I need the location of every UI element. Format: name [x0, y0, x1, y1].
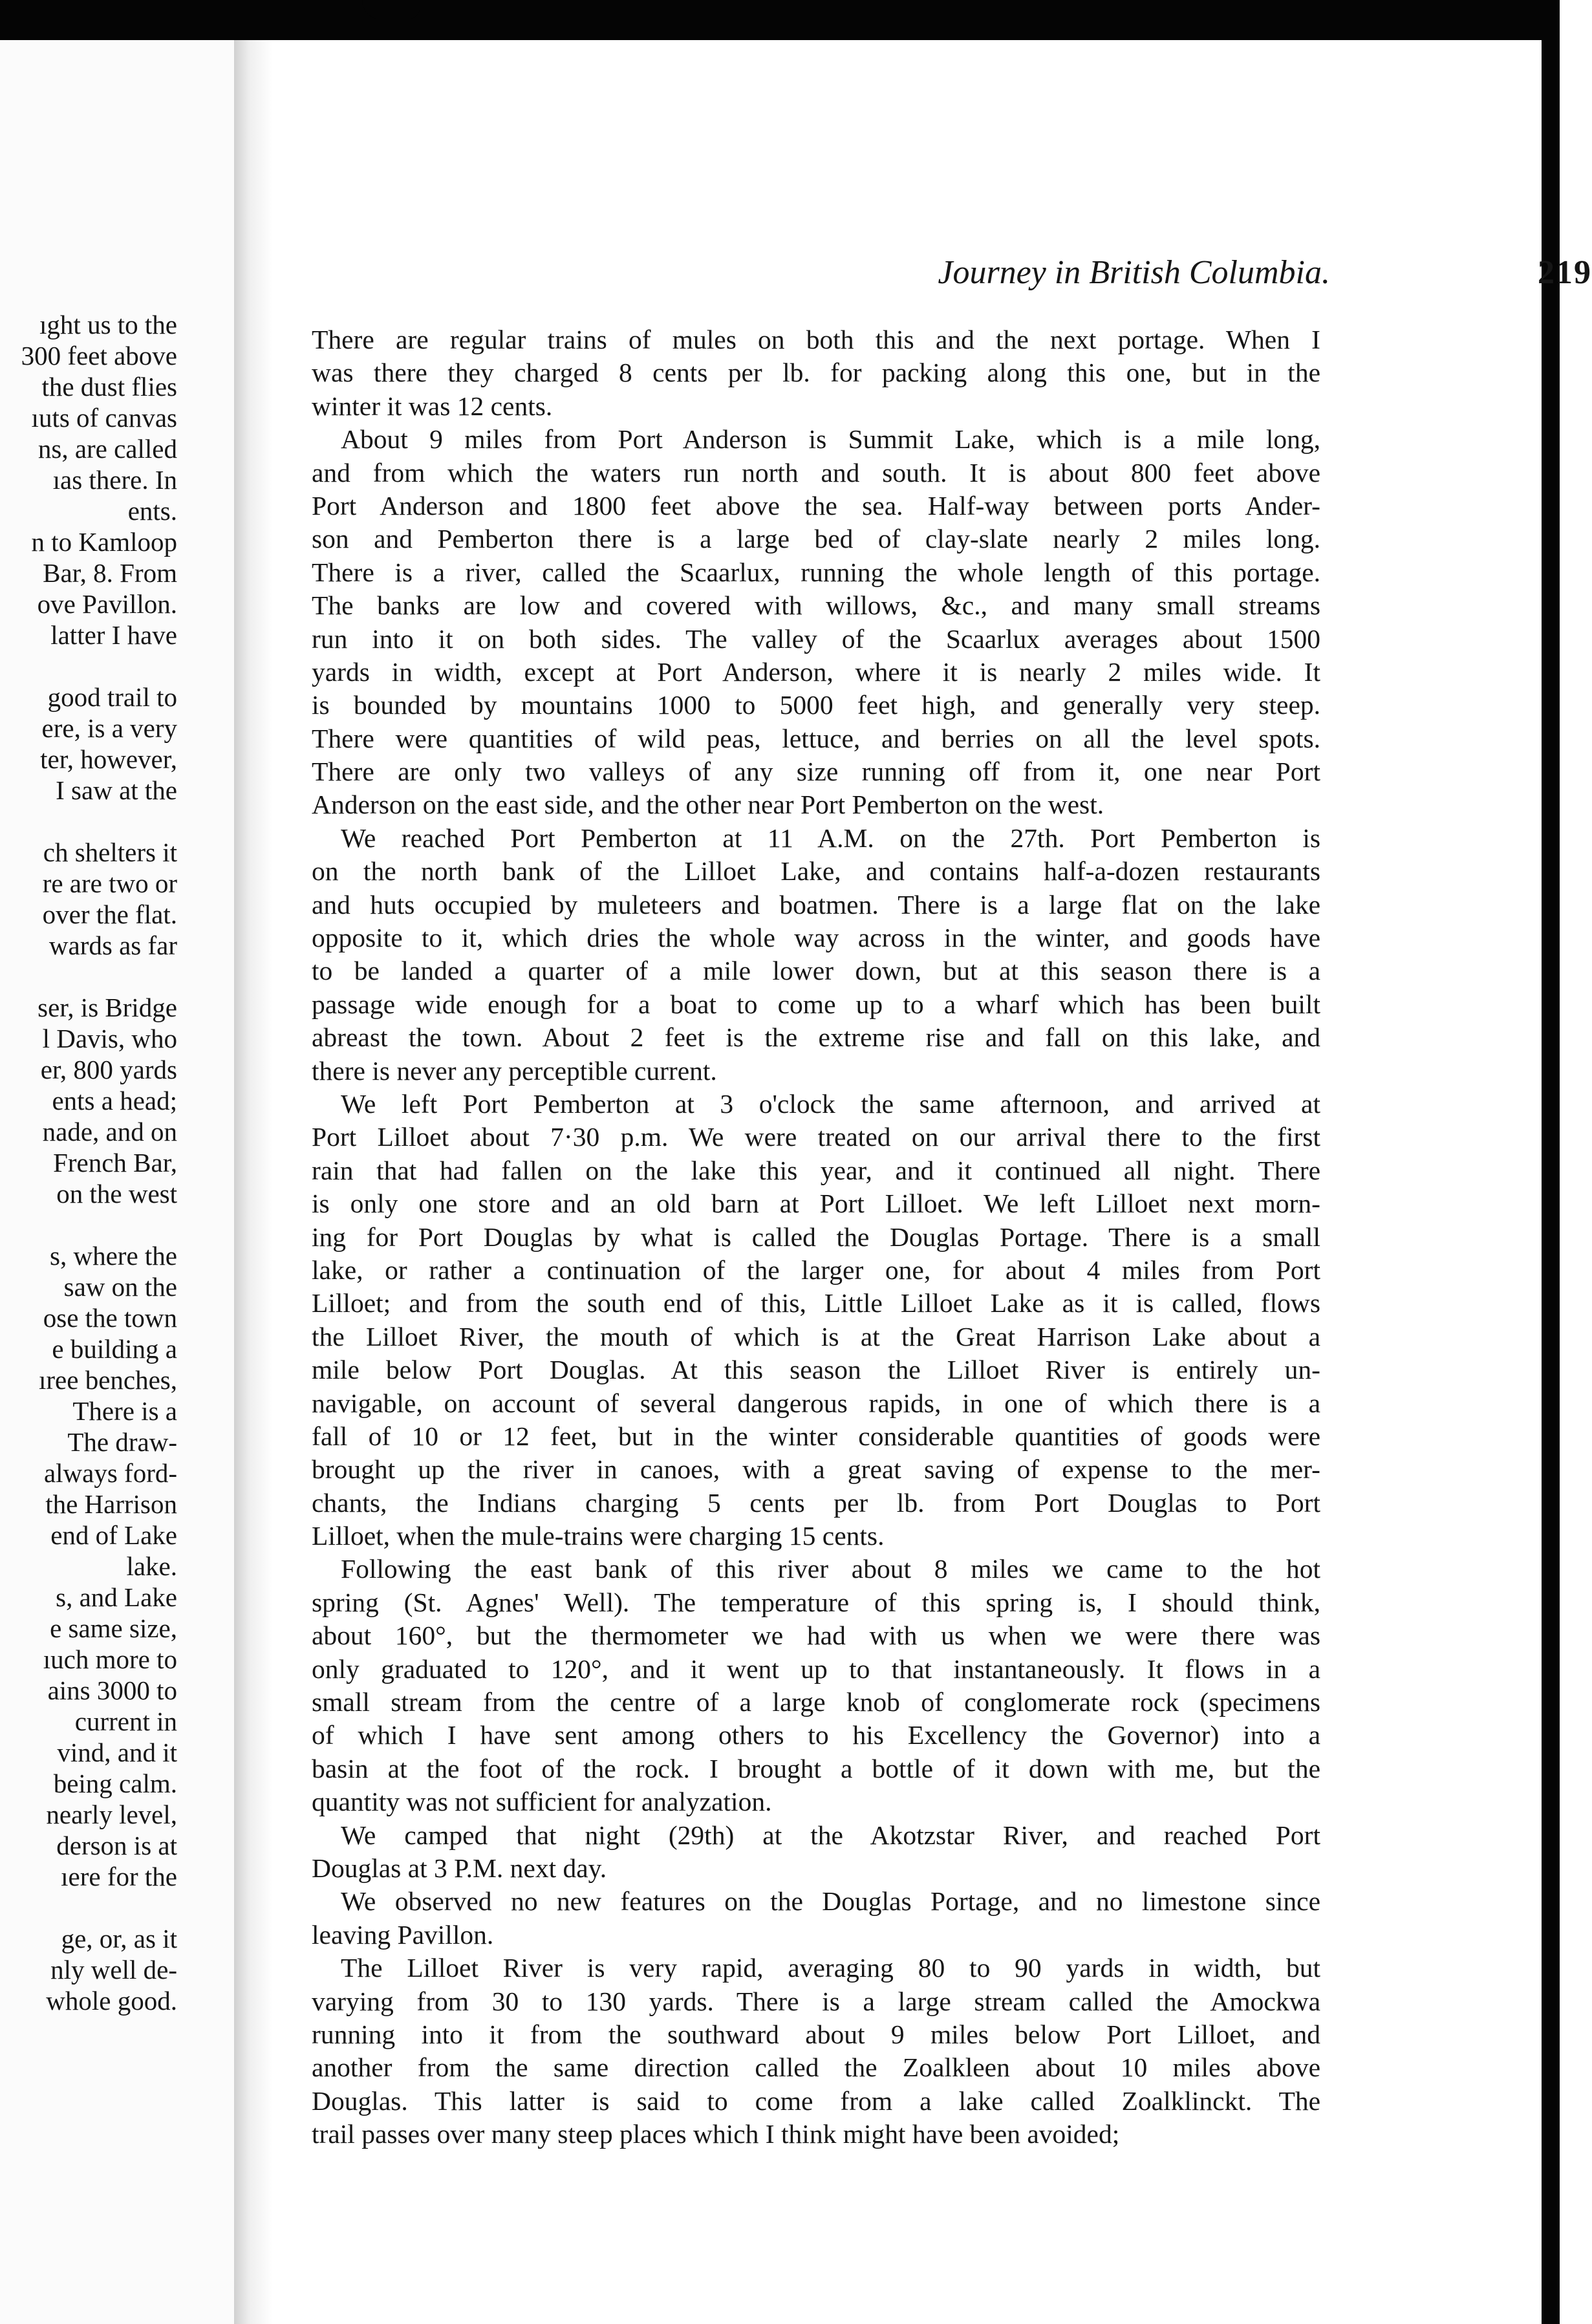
- text-line: opposite to it, which dries the whole way across in the winter, and goods have: [312, 923, 1320, 953]
- scanner-background-right: [1542, 0, 1560, 2324]
- previous-page-line: wards as far: [48, 931, 177, 960]
- previous-page-line: ter, however,: [40, 744, 177, 774]
- running-title: Journey in British Columbia.: [938, 254, 1330, 291]
- previous-page-line: [0, 1892, 177, 1923]
- text-line: There are regular trains of mules on both this and the next portage. When I: [312, 325, 1320, 354]
- previous-page-line: French Bar,: [53, 1148, 177, 1178]
- previous-page-line: s, and Lake: [56, 1582, 177, 1612]
- previous-page-line: ıere for the: [61, 1862, 177, 1891]
- text-line: brought up the river in canoes, with a great saving of expense to the mer-: [312, 1454, 1320, 1485]
- previous-page-line: [0, 961, 177, 992]
- previous-page-line: e same size,: [50, 1613, 177, 1643]
- text-line: The banks are low and covered with willows, &c., and many small streams: [312, 590, 1320, 621]
- previous-page-line: [0, 806, 177, 837]
- text-line: basin at the foot of the rock. I brought a bottle of it down with me, but the: [312, 1753, 1320, 1783]
- previous-page-line: ains 3000 to: [47, 1675, 177, 1705]
- text-line: is bounded by mountains 1000 to 5000 feet high, and generally very steep.: [312, 690, 1320, 720]
- text-line: small stream from the centre of a large knob of conglomerate rock (specimens: [312, 1687, 1320, 1717]
- text-line: mile below Port Douglas. At this season the Lilloet River is entirely un-: [312, 1355, 1320, 1385]
- previous-page-line: over the flat.: [42, 899, 177, 929]
- previous-page-text: [0, 309, 177, 2016]
- paragraph: [312, 1952, 1320, 2151]
- previous-page-line: vind, and it: [57, 1738, 177, 1767]
- text-line: chants, the Indians charging 5 cents per lb. from Port Douglas to Port: [312, 1487, 1320, 1518]
- previous-page-line: ents.: [127, 496, 177, 526]
- previous-page-line: whole good.: [46, 1986, 177, 2016]
- previous-page-line: latter I have: [50, 620, 177, 650]
- text-line: another from the same direction called the Zoalkleen about 10 miles above: [312, 2052, 1320, 2083]
- text-line: There are only two valleys of any size running off from it, one near Port: [312, 757, 1320, 787]
- previous-page-line: e building a: [52, 1334, 177, 1364]
- text-line: ing for Port Douglas by what is called the Douglas Portage. There is a small: [312, 1221, 1320, 1252]
- previous-page-line: good trail to: [47, 682, 177, 712]
- previous-page-line: 300 feet above: [21, 341, 177, 371]
- text-line: We camped that night (29th) at the Akotzstar River, and reached Port: [341, 1820, 1320, 1850]
- text-line: Douglas. This latter is said to come from a lake called Zoalklinckt. The: [312, 2085, 1320, 2116]
- paragraph: [312, 822, 1320, 1088]
- text-line: yards in width, except at Port Anderson, where it is nearly 2 miles wide. It: [312, 656, 1320, 687]
- text-line: of which I have sent among others to his Excellency the Governor) into a: [312, 1720, 1320, 1750]
- previous-page-line: s, where the: [50, 1241, 177, 1271]
- previous-page-line: end of Lake: [50, 1520, 177, 1550]
- page-number: 219: [1538, 254, 1592, 291]
- previous-page-line: ents a head;: [52, 1086, 177, 1115]
- previous-page-edge: [0, 40, 238, 2324]
- text-line: leaving Pavillon.: [312, 1919, 494, 1950]
- previous-page-line: ser, is Bridge: [38, 993, 177, 1022]
- text-line: the Lilloet River, the mouth of which is at the Great Harrison Lake about a: [312, 1321, 1320, 1351]
- previous-page-line: The draw-: [67, 1427, 177, 1457]
- text-line: Following the east bank of this river about 8 miles we came to the hot: [341, 1554, 1320, 1584]
- previous-page-line: ıas there. In: [52, 465, 177, 495]
- text-line: varying from 30 to 130 yards. There is a large stream called the Amockwa: [312, 1986, 1320, 2016]
- previous-page-line: current in: [74, 1706, 177, 1736]
- previous-page-line: Bar, 8. From: [43, 558, 177, 588]
- previous-page-line: nearly level,: [46, 1800, 177, 1829]
- text-line: Anderson on the east side, and the other near Port Pemberton on the west.: [312, 790, 1104, 820]
- previous-page-line: [0, 651, 177, 682]
- text-line: run into it on both sides. The valley of the Scaarlux averages about 1500: [312, 623, 1320, 654]
- text-line: passage wide enough for a boat to come up to a wharf which has been built: [312, 989, 1320, 1019]
- paragraph: [312, 423, 1320, 822]
- text-line: was there they charged 8 cents per lb. for packing along this one, but in the: [312, 358, 1320, 388]
- previous-page-line: ıuts of canvas: [31, 403, 177, 433]
- paragraph: [312, 323, 1320, 423]
- text-line: only graduated to 120°, and it went up to that instantaneously. It flows in a: [312, 1653, 1320, 1684]
- text-line: and from which the waters run north and south. It is about 800 feet above: [312, 457, 1320, 488]
- previous-page-line: always ford-: [43, 1458, 177, 1488]
- previous-page-line: ıree benches,: [39, 1365, 177, 1395]
- scanner-artifact: [362, 0, 420, 19]
- text-line: rain that had fallen on the lake this year, and it continued all night. There: [312, 1155, 1320, 1185]
- text-line: is only one store and an old barn at Port Lilloet. We left Lilloet next morn-: [312, 1189, 1320, 1219]
- previous-page-line: There is a: [72, 1396, 177, 1426]
- text-line: Port Anderson and 1800 feet above the sea. Half-way between ports Ander-: [312, 490, 1320, 521]
- text-line: quantity was not sufficient for analyzation.: [312, 1787, 772, 1817]
- text-line: trail passes over many steep places which I think might have been avoided;: [312, 2119, 1120, 2149]
- paragraph: [312, 1819, 1320, 1886]
- text-line: lake, or rather a continuation of the larger one, for about 4 miles from Port: [312, 1254, 1320, 1285]
- text-line: there is never any perceptible current.: [312, 1055, 717, 1086]
- book-gutter: [234, 40, 273, 2324]
- previous-page-line: n to Kamloop: [31, 527, 177, 557]
- previous-page-line: I saw at the: [56, 775, 177, 805]
- text-line: We left Port Pemberton at 3 o'clock the same afternoon, and arrived at: [341, 1088, 1320, 1119]
- text-line: winter it was 12 cents.: [312, 391, 553, 421]
- text-line: Lilloet, when the mule-trains were charging 15 cents.: [312, 1521, 885, 1551]
- text-line: We reached Port Pemberton at 11 A.M. on the 27th. Port Pemberton is: [341, 823, 1320, 853]
- previous-page-line: [0, 1209, 177, 1240]
- scanner-background-top: [0, 0, 1560, 40]
- text-line: to be landed a quarter of a mile lower down, but at this season there is a: [312, 956, 1320, 986]
- previous-page-line: on the west: [56, 1179, 177, 1209]
- previous-page-line: ns, are called: [38, 434, 177, 464]
- text-line: Lilloet; and from the south end of this, Little Lilloet Lake as it is called, flows: [312, 1288, 1320, 1318]
- text-line: and huts occupied by muleteers and boatmen. There is a large flat on the lake: [312, 889, 1320, 920]
- previous-page-line: re are two or: [42, 868, 177, 898]
- paragraph: [312, 1553, 1320, 1818]
- previous-page-line: ıuch more to: [43, 1644, 177, 1674]
- text-line: son and Pemberton there is a large bed of clay-slate nearly 2 miles long.: [312, 524, 1320, 554]
- text-line: navigable, on account of several dangerous rapids, in one of which there is a: [312, 1388, 1320, 1418]
- page: [273, 40, 1592, 2324]
- body-text: [312, 323, 1320, 2151]
- previous-page-line: ch shelters it: [43, 837, 177, 867]
- previous-page-line: nly well de-: [50, 1955, 177, 1985]
- previous-page-line: ove Pavillon.: [37, 589, 177, 619]
- previous-page-line: nade, and on: [42, 1117, 177, 1146]
- previous-page-line: ge, or, as it: [61, 1924, 177, 1953]
- text-line: fall of 10 or 12 feet, but in the winter considerable quantities of goods were: [312, 1421, 1320, 1451]
- previous-page-line: er, 800 yards: [40, 1055, 177, 1084]
- text-line: The Lilloet River is very rapid, averaging 80 to 90 yards in width, but: [341, 1953, 1320, 1983]
- text-line: About 9 miles from Port Anderson is Summit Lake, which is a mile long,: [341, 424, 1320, 455]
- text-line: We observed no new features on the Douglas Portage, and no limestone since: [341, 1886, 1320, 1917]
- text-line: running into it from the southward about 9 miles below Port Lilloet, and: [312, 2019, 1320, 2049]
- text-line: about 160°, but the thermometer we had with us when we were there was: [312, 1620, 1320, 1651]
- previous-page-line: saw on the: [63, 1272, 177, 1302]
- text-line: Port Lilloet about 7·30 p.m. We were treated on our arrival there to the first: [312, 1122, 1320, 1152]
- text-line: Douglas at 3 P.M. next day.: [312, 1853, 607, 1883]
- paragraph: [312, 1088, 1320, 1553]
- previous-page-line: l Davis, who: [42, 1024, 177, 1053]
- previous-page-line: the Harrison: [45, 1489, 177, 1519]
- previous-page-line: ıght us to the: [39, 310, 177, 339]
- previous-page-line: ere, is a very: [41, 713, 177, 743]
- previous-page-line: ose the town: [43, 1303, 177, 1333]
- previous-page-line: lake.: [126, 1551, 177, 1581]
- paragraph: [312, 1885, 1320, 1952]
- previous-page-line: being calm.: [53, 1769, 177, 1798]
- previous-page-line: the dust flies: [41, 372, 177, 402]
- text-line: on the north bank of the Lilloet Lake, and contains half-a-dozen restaurants: [312, 856, 1320, 887]
- text-line: abreast the town. About 2 feet is the extreme rise and fall on this lake, and: [312, 1022, 1320, 1053]
- text-line: spring (St. Agnes' Well). The temperature of this spring is, I should think,: [312, 1587, 1320, 1617]
- text-line: There were quantities of wild peas, lettuce, and berries on all the level spots.: [312, 723, 1320, 753]
- text-line: There is a river, called the Scaarlux, running the whole length of this portage.: [312, 557, 1320, 587]
- previous-page-line: derson is at: [56, 1831, 177, 1860]
